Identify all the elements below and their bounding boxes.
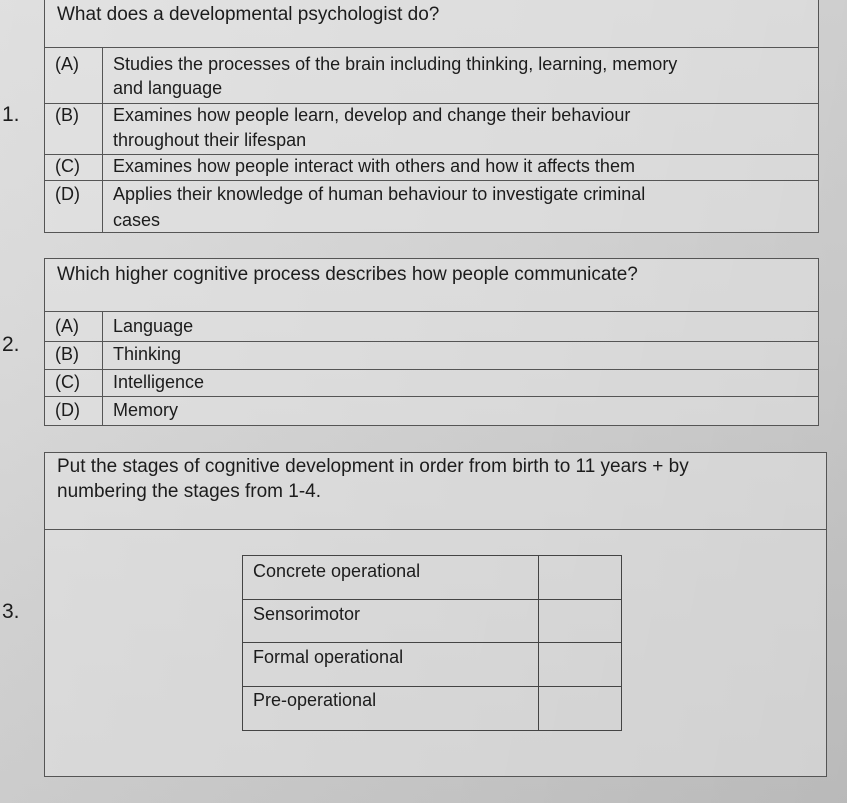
option-c-text: Examines how people interact with others and how it affects them: [113, 156, 635, 176]
divider: [45, 529, 826, 530]
option-letter: (B): [55, 344, 79, 364]
option-b-text-line1: Examines how people learn, develop and change their behaviour: [113, 105, 631, 125]
divider: [45, 311, 818, 312]
divider: [45, 396, 818, 397]
option-letter: (C): [55, 156, 80, 176]
option-d-text-line2: cases: [113, 210, 161, 230]
option-b-text: Thinking: [113, 344, 182, 364]
stage-answer-box-3[interactable]: [540, 643, 621, 687]
divider: [102, 47, 103, 233]
question-1-prompt: What does a developmental psychologist do?: [57, 4, 440, 25]
question-1-number: 1.: [2, 103, 20, 126]
stage-answer-box-4[interactable]: [540, 687, 621, 730]
question-3-prompt-line1: Put the stages of cognitive development in order from birth to 11 years + by: [57, 456, 689, 477]
question-1-block: [44, 0, 819, 233]
option-d-text-line1: Applies their knowledge of human behaviour to investigate criminal: [113, 184, 646, 204]
stage-label-pre-operational: Pre-operational: [243, 687, 539, 730]
divider: [45, 341, 818, 342]
question-3-number: 3.: [2, 600, 20, 623]
question-2-block: [44, 258, 819, 426]
stage-answer-box-2[interactable]: [540, 600, 621, 644]
option-d-text: Memory: [113, 400, 179, 420]
option-letter: (C): [55, 372, 80, 392]
stage-label-formal-operational: Formal operational: [243, 643, 539, 687]
stages-table: [242, 555, 622, 731]
option-a-text-line1: Studies the processes of the brain including thinking, learning, memory: [113, 54, 678, 74]
option-a-text: Language: [113, 316, 194, 336]
option-c-text: Intelligence: [113, 372, 205, 392]
divider: [45, 369, 818, 370]
option-letter: (D): [55, 400, 80, 420]
divider: [45, 47, 818, 48]
question-2-number: 2.: [2, 333, 20, 356]
option-b-text-line2: throughout their lifespan: [113, 130, 307, 150]
option-letter: (A): [55, 316, 79, 336]
option-a-text-line2: and language: [113, 78, 223, 98]
divider: [45, 180, 818, 181]
stage-label-concrete-operational: Concrete operational: [243, 556, 539, 600]
question-2-prompt: Which higher cognitive process describes how people communicate?: [57, 264, 638, 285]
stage-answer-box-1[interactable]: [540, 556, 621, 600]
question-3-prompt-line2: numbering the stages from 1-4.: [57, 481, 322, 502]
stage-label-sensorimotor: Sensorimotor: [243, 600, 539, 644]
option-letter: (D): [55, 184, 80, 204]
option-letter: (A): [55, 54, 79, 74]
option-letter: (B): [55, 105, 79, 125]
